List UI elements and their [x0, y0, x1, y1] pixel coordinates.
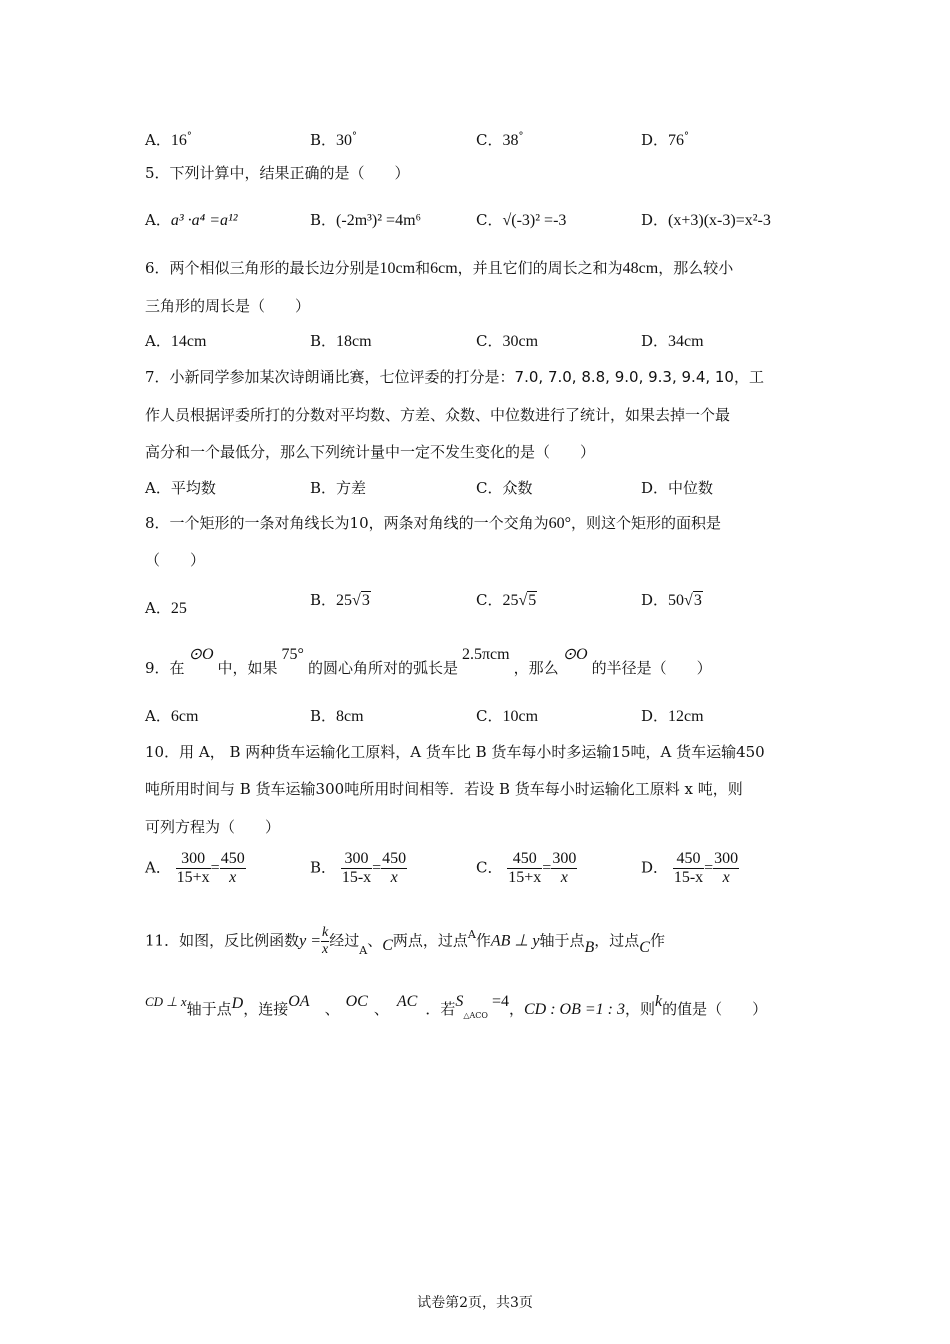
q9-option-a: A．6cm [145, 707, 199, 725]
q11-line1: 11．如图，反比例函数y = $\frac{k}{x}$ 经过$_A$、C两点，过点$^A$作AB ⊥ y轴于点B，过点C作 [145, 925, 665, 957]
q8-line2: （ ） [145, 551, 206, 569]
q5-option-d: D．(x+3)(x-3)=x²-3 [641, 211, 771, 229]
q6-option-c: C．30cm [476, 332, 539, 350]
q7-option-d: D．中位数 [641, 479, 714, 497]
q4-option-a: A．16° [145, 131, 192, 149]
q6-line1: 6．两个相似三角形的最长边分别是10cm和6cm，并且它们的周长之和为48cm，那么较小 [145, 259, 734, 277]
q7-line1: 7．小新同学参加某次诗朗诵比赛，七位评委的打分是：7.0, 7.0, 8.8, 9.0, 9.3, 9.4, 10，工 [145, 368, 764, 386]
q5-stem: 5．下列计算中，结果正确的是（ ） [145, 164, 410, 182]
q5-option-a: A．a³ ·a⁴ =a¹² [145, 211, 238, 229]
q8-line1: 8．一个矩形的一条对角线长为10，两条对角线的一个交角为60°，则这个矩形的面积是 [145, 514, 722, 532]
q8-option-c: C．25√5 [476, 591, 537, 609]
q10-line3: 可列方程为（ ） [145, 818, 281, 836]
q6-option-d: D．34cm [641, 332, 704, 350]
q10-option-c: C． $\frac{450}{15+x}$ = $\frac{300}{x}$ [476, 850, 577, 886]
q6-line2: 三角形的周长是（ ） [145, 297, 311, 315]
q10-option-d: D． $\frac{450}{15-x}$ = $\frac{300}{x}$ [641, 850, 739, 886]
q4-option-c: C．38° [476, 131, 524, 149]
q7-option-a: A．平均数 [145, 479, 216, 497]
q8-option-a: A．25 [145, 599, 187, 617]
q10-option-a: A． $\frac{300}{15+x}$ = $\frac{450}{x}$ [145, 850, 245, 886]
q6-option-a: A．14cm [145, 332, 207, 350]
q7-option-b: B．方差 [310, 479, 367, 497]
q6-option-b: B．18cm [310, 332, 372, 350]
q8-option-b: B．25√3 [310, 591, 370, 609]
q8-option-d: D．50√3 [641, 591, 702, 609]
q5-option-b: B．(-2m³)² =4m⁶ [310, 211, 422, 229]
q10-line2: 吨所用时间与 B 货车运输300吨所用时间相等．若设 B 货车每小时运输化工原料 x 吨，则 [145, 780, 743, 798]
page-footer: 试卷第2页，共3页 [417, 1295, 533, 1311]
q10-line1: 10．用 A， B 两种货车运输化工原料，A 货车比 B 货车每小时多运输15吨，A 货车运输450 [145, 743, 765, 761]
q9-stem: 9．在⊙O中，如果75°的圆心角所对的弧长是2.5πcm，那么⊙O的半径是（ ） [145, 646, 712, 677]
q7-option-c: C．众数 [476, 479, 533, 497]
q7-line3: 高分和一个最低分，那么下列统计量中一定不发生变化的是（ ） [145, 443, 596, 461]
q9-option-d: D．12cm [641, 707, 704, 725]
q11-line2: CD ⊥ x轴于点D，连接OA 、 OC 、 AC ．若$S_{\triangle ACO}=4$，CD : OB =1 : 3，则k的值是（ ） [145, 993, 768, 1020]
q5-option-c: C．√(-3)² =-3 [476, 211, 567, 229]
q4-option-d: D．76° [641, 131, 690, 149]
q7-line2: 作人员根据评委所打的分数对平均数、方差、众数、中位数进行了统计，如果去掉一个最 [145, 406, 731, 424]
q10-option-b: B． $\frac{300}{15-x}$ = $\frac{450}{x}$ [310, 850, 407, 886]
q4-option-b: B．30° [310, 131, 358, 149]
q9-option-c: C．10cm [476, 707, 539, 725]
q9-option-b: B．8cm [310, 707, 364, 725]
